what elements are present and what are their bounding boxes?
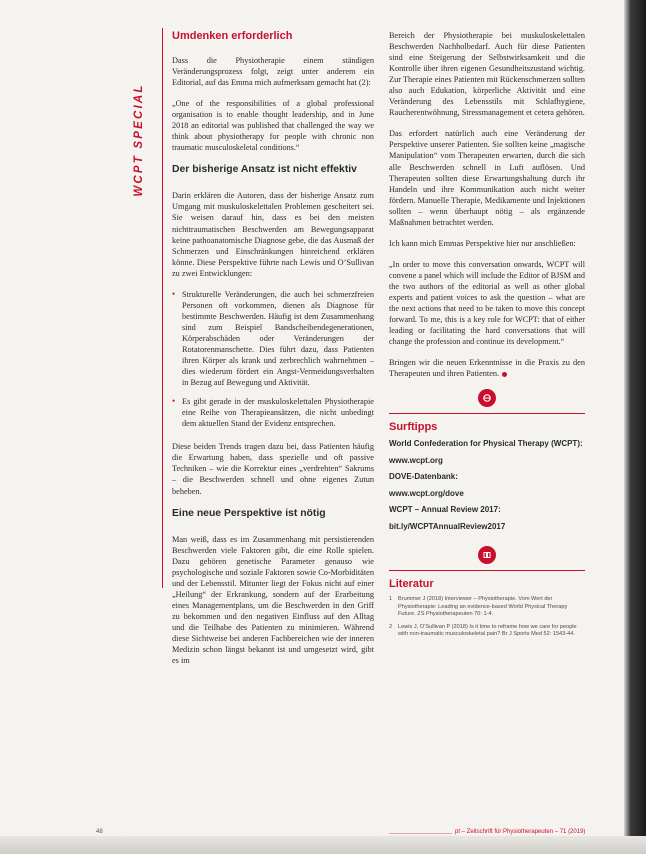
end-mark-icon (502, 372, 507, 377)
left-quote: „One of the responsibilities of a global professional organisation is to enable thought leadership, and in June 2018 an editorial was published that challenged the way we think about physiotherapy for people with chronic non traumatic musculoskeletal conditions.“ (172, 99, 374, 153)
literatur-title: Literatur (389, 578, 434, 591)
surf-link[interactable]: www.wcpt.org/dove (389, 488, 464, 498)
surf-item: DOVE-Datenbank: (389, 472, 458, 482)
surf-item: World Confederation for Physical Therapy (WCPT): (389, 439, 583, 449)
section-side-rule (162, 28, 163, 588)
literatur-rule (389, 570, 585, 571)
left-paragraph-1: Dass die Physiotherapie einem ständigen Veränderungsprozess folgt, zeigt unter anderem ein Editorial, auf das Emma mich aufmerksam gemacht hat (2): (172, 56, 374, 88)
scan-edge-bottom (0, 836, 646, 854)
scan-edge-right (624, 0, 646, 854)
right-paragraph-3: Ich kann mich Emmas Perspektive hier nur anschließen: (389, 238, 576, 248)
right-paragraph-1: Bereich der Physiotherapie bei muskuloskelettalen Beschwerden Nachholbedarf. Auch für diese Patienten sind eine Steigerung der Selbstwirksamkeit und die Kontrolle über ihren eigenen Gesundheitszustand wichtig. Zur Therapie eines Patienten mit Rückenschmerzen sollten also auch Edukation, körperliche Aktivität und eine Veränderung des Lebensstils mit Schlafhygiene, Raucherentwöhnung, Stressmanagement et cetera gehören. (389, 31, 585, 118)
left-paragraph-4: Man weiß, dass es im Zusammenhang mit persistierenden Beschwerden viele Faktoren gibt, die eine Rolle spielen. Dazu gehören genetische Parameter genauso wie psychologische und soziale Faktoren sowie Co-Morbiditäten und der Lebensstil. Mitunter liegt der Fokus nicht auf einer „Heilung“ der Erkrankung, sondern auf der Erarbeitung eines Managementplans, um die Beschwerden in den Griff zu bekommen und den negativen Einfluss auf den Alltag und die Teilhabe des Patienten zu minimieren. Während diese Sichtweise bei anderen Fachbereichen wie der inneren Medizin schon längst bekannt ist und umgesetzt wird, gibt es im (172, 534, 374, 666)
heading-umdenken: Umdenken erforderlich (172, 30, 293, 42)
left-column (172, 30, 374, 676)
literature-list (389, 596, 585, 638)
closing-text: Bringen wir die neuen Erkenntnisse in die Praxis zu den Therapeuten und ihren Patienten. (389, 358, 585, 379)
right-quote: „In order to move this conversation onwards, WCPT will convene a panel which will include the Editor of BJSM and the two authors of the editorial as well as other global experts and patient voices to ask the question – what are the next actions that need to be taken to move this concept forward. To me, this is a key role for WCPT: that of either leading or facilitating the hard conversations that will change the profession and continue its development.“ (389, 259, 585, 347)
surf-item: WCPT – Annual Review 2017: (389, 505, 501, 515)
link-icon (478, 389, 496, 407)
right-paragraph-4 (389, 357, 585, 379)
right-column (389, 30, 585, 650)
page-number: 48 (96, 829, 103, 835)
bullet-item-2: • Es gibt gerade in der muskuloskelettalen Physiotherapie eine Reihe von Therapieansätzen, die nicht unbedingt dem aktuellen Stand der Evidenz entsprechen. (172, 396, 374, 429)
left-paragraph-2: Darin erklären die Autoren, dass der bisherige Ansatz zum Umgang mit muskuloskelettalen Problemen gescheitert sei. Sie weisen darauf hin, dass es bei den meisten nichttraumatischen Beschwerden am Bewegungsapparat keine pathoanatomische Diagnose gebe, die das Ausmaß der Schmerzen und Einschränkungen hinreichend erklären könne. Diese Perspektive führte nach Lewis und O’Sullivan zu zwei Entwicklungen: (172, 191, 374, 278)
heading-bisheriger-ansatz: Der bisherige Ansatz ist nicht effektiv (172, 164, 357, 176)
left-paragraph-3: Diese beiden Trends tragen dazu bei, dass Patienten häufig die Erwartung haben, dass spezielle und oft passive Techniken – wie die Korrektur eines „verdrehten“ Sakrums – die Beschwerden schnell und ohne eigenes Zutun beheben. (172, 442, 374, 496)
surftipps-rule (389, 413, 585, 414)
right-paragraph-2: Das erfordert natürlich auch eine Veränderung der Perspektive unserer Patienten. Sie sollten keine „magische Manipulation“ vom Therapeuten erwarten, durch die sich alle Beschwerden schnell in Luft auflösen. Und Therapeuten sollten diese Erwartungshaltung durch ihr Handeln und ihre Kommunikation auch nicht weiter fördern. Manuelle Therapie, Medikamente und Injektionen sollten – wenn überhaupt nötig – als ergänzende Maßnahmen betrachtet werden. (389, 129, 585, 227)
literature-item-1: 1 Brummer J (2018) Interviewer – Physiotherapie. Vom Wert der Physiotherapie: Leading an evidence-based World Physical Therapy Future. ZS Physiotherapeuten 70: 1-4. (389, 596, 585, 618)
surf-link[interactable]: www.wcpt.org (389, 455, 443, 465)
section-side-label: WCPT SPECIAL (133, 83, 145, 197)
bullet-item-1: • Strukturelle Veränderungen, die auch bei schmerzfreien Personen oft vorkommen, dienen als Diagnose für bestimmte Beschwerden. Häufig ist dem Zusammenhang sind zum Beispiel Bandscheibendegenerationen, Körperabschäden oder Veränderungen der Rotatorenmanschette. Dies führt dazu, dass Patienten ihren Körper als krank und zerbrechlich wahrnehmen – dies wiederum fördert ein Angst-Vermeidungsverhalten in Bezug auf Bewegung und Aktivität. (172, 289, 374, 388)
heading-neue-perspektive: Eine neue Perspektive ist nötig (172, 507, 326, 519)
surftipps-title: Surftipps (389, 421, 438, 434)
journal-footer: pt – Zeitschrift für Physiotherapeuten – 71 (2019) (452, 829, 588, 835)
bullet-list (172, 289, 374, 430)
books-icon (478, 546, 496, 564)
literature-item-2: 2 Lewis J, O’Sullivan P (2018) Is it time to reframe how we care for people with non-traumatic musculoskeletal pain? Br J Sports Med 52: 1543-44. (389, 624, 585, 639)
surf-link[interactable]: bit.ly/WCPTAnnualReview2017 (389, 521, 506, 531)
